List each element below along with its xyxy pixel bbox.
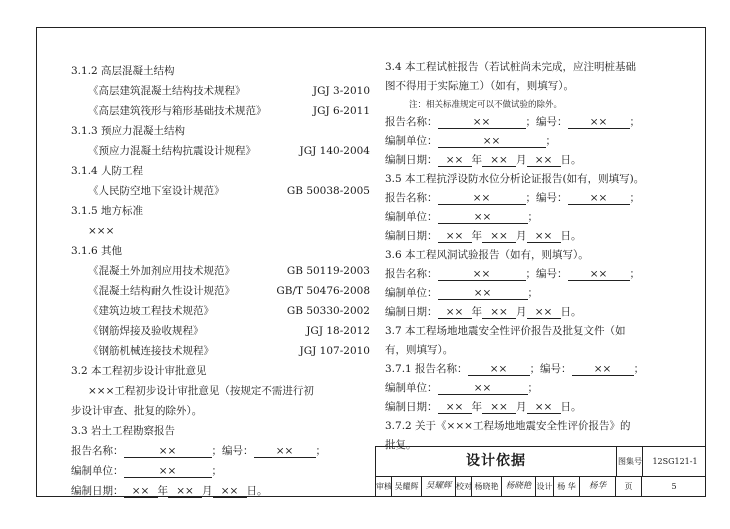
- designer-signature: 杨华: [580, 476, 616, 497]
- section-3-4: 3.4 本工程试桩报告（若试桩尚未完成，应注明桩基础: [385, 61, 637, 73]
- compile-unit-row: [385, 210, 538, 224]
- atlas-number-label: 图集号: [616, 447, 643, 476]
- compile-date-label: 编制日期：: [385, 401, 438, 413]
- report-name-row: [71, 444, 326, 458]
- standard-item: [88, 284, 370, 298]
- compile-unit-row: [385, 381, 538, 395]
- report-name-field: ××: [438, 268, 526, 281]
- report-name-row: [385, 115, 640, 129]
- reviewer-name: 吴耀辉: [392, 476, 422, 497]
- date-month-field: ××: [482, 401, 516, 414]
- day-label: 日。: [560, 401, 582, 413]
- checker-name: 杨晓艳: [472, 476, 502, 497]
- compile-unit-row: [385, 286, 538, 300]
- section-3-1-5: 3.1.5 地方标准: [71, 205, 144, 217]
- standard-item: [88, 304, 370, 318]
- year-label: 年: [471, 306, 482, 318]
- compile-unit-label: 编制单位：: [385, 211, 438, 223]
- semicolon: ；: [629, 268, 640, 280]
- report-name-field: ××: [124, 445, 212, 458]
- local-standard-placeholder: ×××: [88, 225, 115, 237]
- section-3-4-cont: 图不得用于实际施工）（如有，则填写）。: [385, 80, 574, 92]
- compile-unit-field: ××: [438, 211, 528, 224]
- standard-name: 《高层建筑筏形与箱形基础技术规范》: [88, 105, 267, 117]
- check-label: 校对: [456, 476, 472, 497]
- report-name-label: 报告名称：: [385, 116, 438, 128]
- compile-unit-field: ××: [124, 465, 212, 478]
- section-3-1-6: 3.1.6 其他: [71, 245, 123, 257]
- standard-code: JGJ 107-2010: [299, 345, 370, 357]
- standard-code: GB 50330-2002: [286, 305, 370, 317]
- report-name-row: [385, 267, 640, 281]
- compile-unit-label: 编制单位：: [71, 465, 124, 477]
- date-month-field: ××: [482, 230, 516, 243]
- compile-unit-row: [385, 134, 556, 148]
- standard-item: [88, 84, 370, 98]
- section-3-7-2: 3.7.2 关于《×××工程场地地震安全性评价报告》的: [385, 420, 631, 432]
- report-name-row: [385, 191, 640, 205]
- section-3-5: 3.5 本工程抗浮设防水位分析论证报告(如有，则填写)。: [385, 173, 645, 185]
- report-name-label: 报告名称：: [71, 445, 124, 457]
- report-number-field: ××: [254, 445, 316, 458]
- year-label: 年: [471, 154, 482, 166]
- standard-code: JGJ 3-2010: [312, 85, 370, 97]
- month-label: 月: [516, 230, 527, 242]
- month-label: 月: [516, 306, 527, 318]
- standard-item: [88, 324, 370, 338]
- standard-code: GB 50038-2005: [286, 185, 370, 197]
- day-label: 日。: [560, 306, 582, 318]
- month-label: 月: [202, 485, 213, 497]
- standard-name: 《钢筋机械连接技术规程》: [88, 345, 214, 357]
- semicolon: ；: [527, 211, 538, 223]
- compile-date-label: 编制日期：: [385, 306, 438, 318]
- compile-date-row: [385, 305, 582, 319]
- compile-date-label: 编制日期：: [385, 154, 438, 166]
- semicolon: ；: [527, 382, 538, 394]
- date-year-field: ××: [438, 230, 472, 243]
- standard-name: 《建筑边坡工程技术规范》: [88, 305, 214, 317]
- date-year-field: ××: [438, 306, 472, 319]
- month-label: 月: [516, 154, 527, 166]
- report-number-field: ××: [568, 116, 630, 129]
- standard-code: GB 50119-2003: [286, 265, 370, 277]
- standard-name: 《钢筋焊接及验收规程》: [88, 325, 204, 337]
- standard-name: 《人民防空地下室设计规范》: [88, 185, 225, 197]
- page-label: 页: [616, 476, 642, 497]
- standard-name: 《预应力混凝土结构抗震设计规程》: [88, 145, 256, 157]
- date-month-field: ××: [482, 306, 516, 319]
- report-number-label: ；编号：: [525, 192, 568, 204]
- report-name-label: 3.7.1 报告名称：: [385, 363, 468, 375]
- report-name-field: ××: [438, 116, 526, 129]
- compile-unit-row: [71, 464, 222, 478]
- section-3-1-3: 3.1.3 预应力混凝土结构: [71, 125, 186, 137]
- title-block-header: [376, 447, 706, 477]
- compile-unit-label: 编制单位：: [385, 382, 438, 394]
- date-month-field: ××: [168, 485, 202, 498]
- standard-name: 《混凝土结构耐久性设计规范》: [88, 285, 235, 297]
- section-3-3: 3.3 岩土工程勘察报告: [71, 425, 176, 437]
- date-day-field: ××: [527, 306, 561, 319]
- standard-item: [88, 104, 370, 118]
- standard-item: [88, 144, 370, 158]
- drawing-frame: [36, 27, 706, 497]
- report-number-field: ××: [572, 363, 634, 376]
- semicolon: ；: [315, 445, 326, 457]
- semicolon: ；: [211, 465, 222, 477]
- date-day-field: ××: [527, 401, 561, 414]
- standard-code: JGJ 18-2012: [306, 325, 370, 337]
- standard-name: 《混凝土外加剂应用技术规范》: [88, 265, 235, 277]
- compile-date-label: 编制日期：: [385, 230, 438, 242]
- date-year-field: ××: [124, 485, 158, 498]
- date-month-field: ××: [482, 154, 516, 167]
- report-name-label: 报告名称：: [385, 192, 438, 204]
- section-3-6: 3.6 本工程风洞试验报告（如有，则填写）。: [385, 249, 589, 261]
- section-3-7: 3.7 本工程场地地震安全性评价报告及批复文件（如: [385, 325, 626, 337]
- report-name-field: ××: [468, 363, 530, 376]
- section-3-1-2: 3.1.2 高层混凝土结构: [71, 65, 175, 77]
- semicolon: ；: [633, 363, 645, 375]
- page-number: 5: [671, 482, 677, 491]
- standard-name: 《高层建筑混凝土结构技术规程》: [88, 85, 246, 97]
- report-number-field: ××: [568, 192, 630, 205]
- standard-code: GB/T 50476-2008: [276, 285, 370, 297]
- section-3-2-text: ×××工程初步设计审批意见（按规定不需进行初: [88, 385, 314, 397]
- compile-date-row: [385, 229, 582, 243]
- semicolon: ；: [545, 135, 556, 147]
- year-label: 年: [157, 485, 168, 497]
- semicolon: ；: [629, 192, 640, 204]
- section-3-7-cont: 有，则填写）。: [385, 344, 454, 356]
- month-label: 月: [516, 401, 527, 413]
- reviewer-signature: 吴耀辉: [422, 476, 456, 497]
- report-number-label: ；编号：: [529, 363, 572, 375]
- checker-signature: 杨晓艳: [502, 476, 536, 497]
- report-number-label: ；编号：: [525, 116, 568, 128]
- compile-date-row: [385, 153, 582, 167]
- compile-date-row: [385, 400, 582, 414]
- compile-date-row: [71, 484, 268, 498]
- standard-code: JGJ 140-2004: [299, 145, 370, 157]
- date-day-field: ××: [527, 154, 561, 167]
- semicolon: ；: [527, 287, 538, 299]
- day-label: 日。: [560, 154, 582, 166]
- year-label: 年: [471, 401, 482, 413]
- report-number-label: ；编号：: [211, 445, 254, 457]
- atlas-number: 12SG121-1: [642, 447, 707, 476]
- standard-item: [88, 264, 370, 278]
- standard-code: JGJ 6-2011: [312, 105, 370, 117]
- review-label: 审核: [376, 476, 392, 497]
- section-3-7-2-cont: 批复。: [385, 439, 417, 451]
- drawing-title: 设计依据: [466, 453, 526, 469]
- report-name-row: [385, 362, 644, 376]
- title-block: [375, 446, 706, 497]
- report-name-field: ××: [438, 192, 526, 205]
- standard-item: [88, 184, 370, 198]
- date-day-field: ××: [213, 485, 247, 498]
- date-day-field: ××: [527, 230, 561, 243]
- compile-unit-label: 编制单位：: [385, 287, 438, 299]
- semicolon: ；: [629, 116, 640, 128]
- report-number-label: ；编号：: [525, 268, 568, 280]
- report-name-label: 报告名称：: [385, 268, 438, 280]
- report-number-field: ××: [568, 268, 630, 281]
- standard-item: [88, 344, 370, 358]
- section-3-2-text: 步设计审查、批复的除外）。: [71, 405, 203, 417]
- compile-unit-field: ××: [438, 135, 546, 148]
- compile-unit-field: ××: [438, 382, 528, 395]
- date-year-field: ××: [438, 154, 472, 167]
- section-3-1-4: 3.1.4 人防工程: [71, 165, 144, 177]
- date-year-field: ××: [438, 401, 472, 414]
- compile-date-label: 编制日期：: [71, 485, 124, 497]
- compile-unit-field: ××: [438, 287, 528, 300]
- note-text: 注：相关标准规定可以不做试验的除外。: [409, 100, 563, 110]
- section-3-2: 3.2 本工程初步设计审批意见: [71, 365, 207, 377]
- title-block-signatures: [376, 476, 706, 497]
- day-label: 日。: [560, 230, 582, 242]
- compile-unit-label: 编制单位：: [385, 135, 438, 147]
- design-label: 设计: [536, 476, 554, 497]
- year-label: 年: [471, 230, 482, 242]
- day-label: 日。: [246, 485, 268, 497]
- designer-name: 杨 华: [554, 476, 580, 497]
